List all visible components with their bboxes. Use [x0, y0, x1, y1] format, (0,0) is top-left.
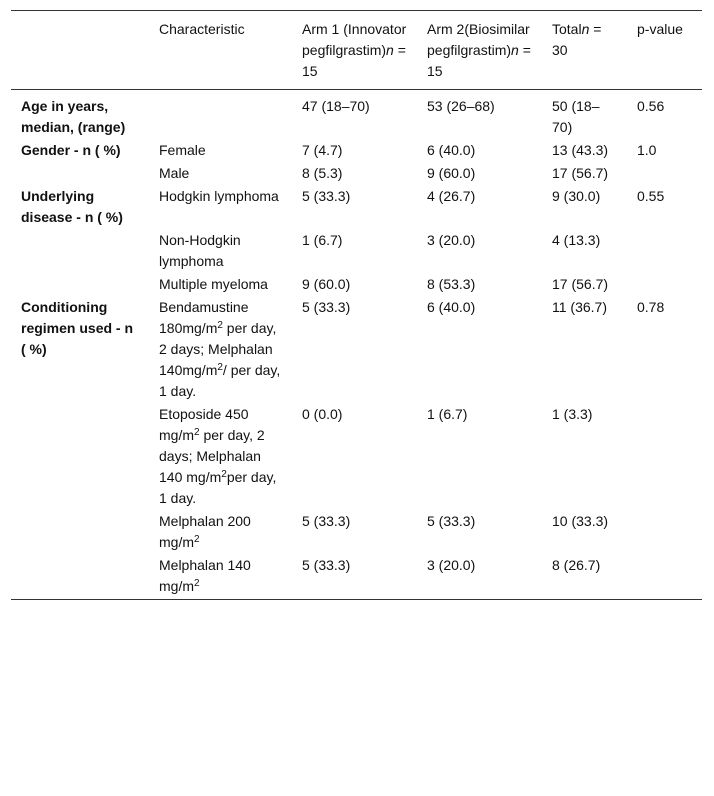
- regimen-text: Etoposide 450 mg/m: [159, 406, 249, 443]
- cell-arm2: 4 (26.7): [427, 188, 476, 204]
- cell-arm2: 9 (60.0): [427, 165, 476, 181]
- cell-arm1: 8 (5.3): [302, 165, 343, 181]
- characteristics-table: [11, 10, 702, 600]
- cell-characteristic: Non-Hodgkin lymphoma: [159, 232, 241, 269]
- table-row-age: [11, 90, 702, 141]
- regimen-text: Melphalan 200 mg/m: [159, 513, 251, 550]
- cell-total: 1 (3.3): [552, 406, 593, 422]
- cell-arm1: 1 (6.7): [302, 232, 343, 248]
- cell-p-value-empty: [627, 163, 702, 186]
- cell-arm1: 47 (18–70): [302, 98, 370, 114]
- cell-characteristic: [149, 90, 292, 141]
- cell-total: 9 (30.0): [552, 188, 601, 204]
- table-row-melphalan-140: [11, 555, 702, 600]
- cell-arm1: 5 (33.3): [302, 299, 351, 315]
- cell-arm1: 5 (33.3): [302, 557, 351, 573]
- header-arm2-text: Arm 2(Biosimilar pegfilgrastim): [427, 21, 530, 58]
- superscript: 2: [217, 362, 223, 373]
- cell-characteristic: Female: [159, 142, 206, 158]
- cell-characteristic: Male: [159, 165, 190, 181]
- cell-total: 13 (43.3): [552, 142, 609, 158]
- row-label-conditioning: Conditioning regimen used - n ( %): [21, 299, 134, 357]
- header-total-count: = 30: [552, 21, 602, 58]
- cell-p-value: 0.55: [637, 188, 665, 204]
- header-row: [11, 11, 702, 90]
- cell-p-value-empty: [627, 511, 702, 555]
- cell-p-value-empty: [627, 404, 702, 511]
- header-total: [542, 11, 627, 90]
- cell-arm2: 6 (40.0): [427, 299, 476, 315]
- cell-p-value: 0.78: [637, 299, 665, 315]
- row-label-empty: [11, 163, 149, 186]
- cell-p-value-empty: [627, 274, 702, 297]
- cell-total: 11 (36.7): [552, 299, 607, 315]
- cell-arm2: 3 (20.0): [427, 232, 476, 248]
- regimen-text: / per day, 1 day.: [159, 362, 281, 399]
- table-row-myeloma: [11, 274, 702, 297]
- row-label-age: Age in years, median, (range): [21, 98, 126, 135]
- cell-p-value: 0.56: [637, 98, 665, 114]
- cell-total: 10 (33.3): [552, 513, 609, 529]
- cell-p-value: 1.0: [637, 142, 657, 158]
- superscript: 2: [194, 534, 200, 545]
- row-label-empty: [11, 274, 149, 297]
- table-row-bendamustine: [11, 297, 702, 404]
- regimen-text: Melphalan 140 mg/m: [159, 557, 251, 594]
- cell-arm1: 5 (33.3): [302, 188, 351, 204]
- header-p-value: p-value: [637, 21, 683, 37]
- table-row-hodgkin: [11, 186, 702, 230]
- cell-total: 17 (56.7): [552, 165, 609, 181]
- cell-arm1: 9 (60.0): [302, 276, 351, 292]
- cell-arm2: 53 (26–68): [427, 98, 495, 114]
- regimen-text: per day, 2 days; Melphalan 140mg/m: [159, 320, 277, 378]
- regimen-text: per day, 2 days; Melphalan 140 mg/m: [159, 427, 265, 485]
- regimen-text: per day, 1 day.: [159, 469, 277, 506]
- table-row-non-hodgkin: [11, 230, 702, 274]
- table-row-etoposide: [11, 404, 702, 511]
- cell-arm1: 7 (4.7): [302, 142, 343, 158]
- cell-characteristic: [149, 404, 292, 511]
- header-arm1-n: n: [386, 42, 394, 58]
- header-arm1-text: Arm 1 (Innovator pegfilgrastim): [302, 21, 407, 58]
- cell-arm2: 1 (6.7): [427, 406, 468, 422]
- header-characteristic: Characteristic: [159, 21, 245, 37]
- cell-arm1: 5 (33.3): [302, 513, 351, 529]
- cell-characteristic: [149, 297, 292, 404]
- cell-arm2: 5 (33.3): [427, 513, 476, 529]
- regimen-text: Bendamustine 180mg/m: [159, 299, 249, 336]
- cell-total: 4 (13.3): [552, 232, 601, 248]
- superscript: 2: [194, 578, 200, 589]
- row-label-empty: [11, 555, 149, 600]
- cell-p-value-empty: [627, 555, 702, 600]
- cell-total: 8 (26.7): [552, 557, 601, 573]
- header-total-n: n: [581, 21, 590, 37]
- cell-arm2: 6 (40.0): [427, 142, 476, 158]
- table-row-male: [11, 163, 702, 186]
- cell-total: 50 (18–70): [552, 98, 600, 135]
- row-label-empty: [11, 230, 149, 274]
- header-empty: [11, 11, 149, 90]
- row-label-gender: Gender - n ( %): [21, 142, 121, 158]
- cell-total: 17 (56.7): [552, 276, 609, 292]
- header-arm1: [292, 11, 417, 90]
- header-arm2: [417, 11, 542, 90]
- cell-characteristic: Hodgkin lymphoma: [159, 188, 279, 204]
- header-arm2-n: n: [511, 42, 519, 58]
- header-arm2-count: = 15: [427, 42, 531, 79]
- header-total-text: Total: [552, 21, 582, 37]
- cell-arm2: 3 (20.0): [427, 557, 476, 573]
- row-label-disease: Underlying disease - n ( %): [21, 188, 123, 225]
- cell-characteristic: [149, 555, 292, 600]
- cell-p-value-empty: [627, 230, 702, 274]
- superscript: 2: [194, 427, 200, 438]
- superscript: 2: [221, 469, 227, 480]
- cell-characteristic: [149, 511, 292, 555]
- header-arm1-count: = 15: [302, 42, 406, 79]
- cell-arm1: 0 (0.0): [302, 406, 343, 422]
- table-row-melphalan-200: [11, 511, 702, 555]
- cell-arm2: 8 (53.3): [427, 276, 476, 292]
- table-row-female: [11, 140, 702, 163]
- row-label-empty: [11, 404, 149, 511]
- superscript: 2: [217, 320, 223, 331]
- row-label-empty: [11, 511, 149, 555]
- cell-characteristic: Multiple myeloma: [159, 276, 268, 292]
